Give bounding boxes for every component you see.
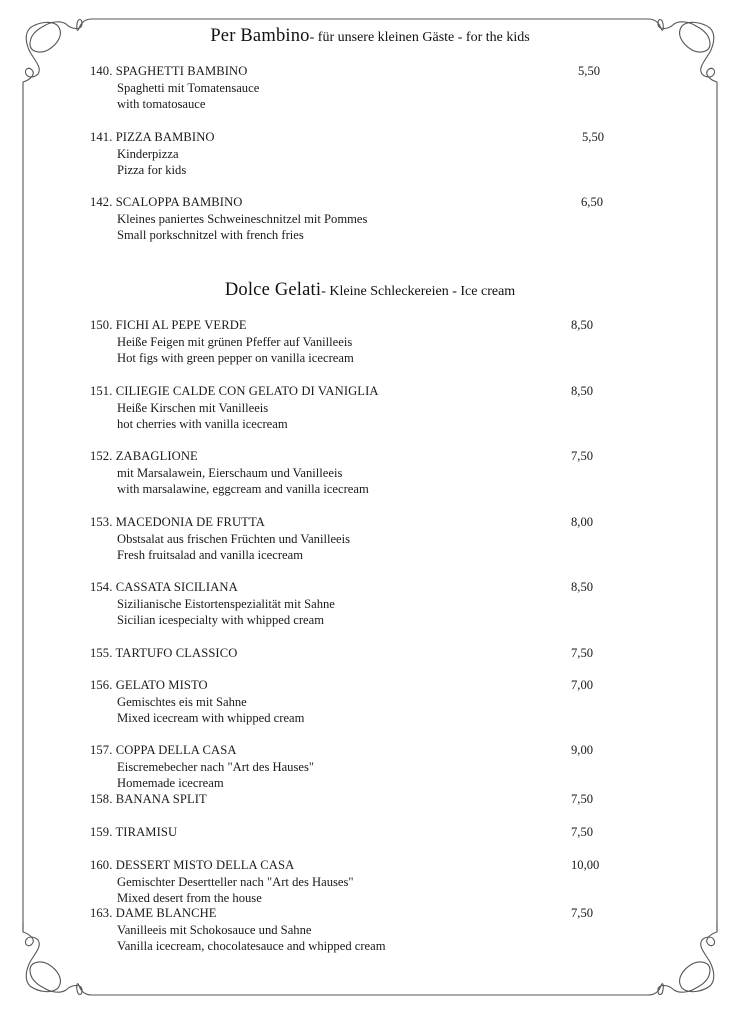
item-name: TIRAMISU [115,825,178,839]
item-description-de: Heiße Feigen mit grünen Pfeffer auf Vanilleeis [117,334,353,349]
item-name: GELATO MISTO [115,678,208,692]
item-number: 159. [90,825,113,839]
item-number: 141. [90,130,113,144]
menu-item [90,63,610,113]
item-title [90,905,610,922]
item-price: 7,50 [571,906,594,920]
item-description-en: Mixed icecream with whipped cream [117,711,305,725]
menu-item [90,194,610,244]
item-description-de: Kleines paniertes Schweineschnitzel mit Pommes [117,211,368,226]
item-price: 5,50 [582,130,605,144]
item-description-en: Pizza for kids [117,163,187,177]
item-price: 8,50 [571,318,594,332]
section-title: Per Bambino [210,26,310,46]
item-description-de: Obstsalat aus frischen Früchten und Vanilleeis [117,531,351,546]
item-number: 151. [90,384,113,398]
menu-item [90,645,610,662]
item-description-en: hot cherries with vanilla icecream [117,417,288,431]
item-number: 155. [90,646,113,660]
item-title [90,194,610,211]
item-name: BANANA SPLIT [115,792,207,806]
item-description-en: Hot figs with green pepper on vanilla icecream [117,351,354,365]
item-name: COPPA DELLA CASA [115,743,237,757]
item-number: 152. [90,449,113,463]
item-description-en: with marsalawine, eggcream and vanilla icecream [117,482,369,496]
item-description-de: Eiscremebecher nach "Art des Hauses" [117,759,315,774]
menu-item [90,742,610,792]
item-title [90,824,610,841]
item-description-en: Vanilla icecream, chocolatesauce and whipped cream [117,939,386,953]
menu-item [90,383,610,433]
item-name: SPAGHETTI BAMBINO [115,64,248,78]
item-name: FICHI AL PEPE VERDE [115,318,247,332]
item-title [90,645,610,662]
item-description-de: Gemischtes eis mit Sahne [117,694,247,709]
item-price: 7,50 [571,825,594,839]
item-title [90,514,610,531]
menu-item [90,824,610,841]
item-description-de: Heiße Kirschen mit Vanilleeis [117,400,269,415]
corner-flourish-bottom-right [648,922,717,995]
menu-item [90,791,610,808]
item-description-en: Sicilian icespecialty with whipped cream [117,613,325,627]
item-title [90,742,610,759]
item-description-de: Sizilianische Eistortenspezialität mit Sahne [117,596,335,611]
item-title [90,677,610,694]
item-description-de: Gemischter Desertteller nach "Art des Hauses" [117,874,354,889]
item-number: 156. [90,678,113,692]
item-number: 150. [90,318,113,332]
item-description-en: Mixed desert from the house [117,891,262,905]
menu-item [90,857,610,907]
item-price: 8,50 [571,384,594,398]
item-title [90,129,610,146]
item-price: 9,00 [571,743,594,757]
menu-item [90,317,610,367]
item-number: 158. [90,792,113,806]
item-description-de: Vanilleeis mit Schokosauce und Sahne [117,922,312,937]
item-description-en: with tomatosauce [117,97,206,111]
item-price: 6,50 [581,195,604,209]
item-price: 7,00 [571,678,594,692]
item-price: 8,00 [571,515,594,529]
item-title [90,857,610,874]
item-number: 154. [90,580,113,594]
item-description-de: Spaghetti mit Tomatensauce [117,80,260,95]
section-title: Dolce Gelati [224,280,322,300]
item-price: 7,50 [571,646,594,660]
item-price: 10,00 [571,858,600,872]
item-description-en: Small porkschnitzel with french fries [117,228,304,242]
item-number: 160. [90,858,113,872]
item-number: 153. [90,515,113,529]
menu-item [90,129,610,179]
item-number: 163. [90,906,113,920]
item-description-en: Homemade icecream [117,776,224,790]
item-name: CASSATA SICILIANA [115,580,238,594]
menu-item [90,579,610,629]
item-name: PIZZA BAMBINO [115,130,215,144]
section-subtitle: - für unsere kleinen Gäste - for the kids [309,30,530,45]
item-title [90,448,610,465]
menu-item [90,677,610,727]
menu-item [90,905,610,955]
section-heading-ice-cream [0,280,740,301]
item-price: 7,50 [571,792,594,806]
menu-item [90,448,610,498]
item-title [90,579,610,596]
menu-item [90,514,610,564]
item-title [90,317,610,334]
item-name: ZABAGLIONE [115,449,198,463]
item-number: 142. [90,195,113,209]
item-description-de: Kinderpizza [117,146,179,161]
item-name: DESSERT MISTO DELLA CASA [115,858,295,872]
item-name: CILIEGIE CALDE CON GELATO DI VANIGLIA [115,384,379,398]
item-name: DAME BLANCHE [115,906,217,920]
item-name: SCALOPPA BAMBINO [115,195,243,209]
item-title [90,791,610,808]
item-title [90,383,610,400]
item-price: 5,50 [578,64,601,78]
section-subtitle: - Kleine Schleckereien - Ice cream [321,284,516,299]
item-price: 7,50 [571,449,594,463]
item-description-en: Fresh fruitsalad and vanilla icecream [117,548,304,562]
item-number: 157. [90,743,113,757]
item-title [90,63,610,80]
item-description-de: mit Marsalawein, Eierschaum und Vanilleeis [117,465,343,480]
item-number: 140. [90,64,113,78]
item-name: MACEDONIA DE FRUTTA [115,515,265,529]
item-name: TARTUFO CLASSICO [115,646,238,660]
item-price: 8,50 [571,580,594,594]
corner-flourish-bottom-left [23,922,92,995]
section-heading-kids [0,26,740,47]
